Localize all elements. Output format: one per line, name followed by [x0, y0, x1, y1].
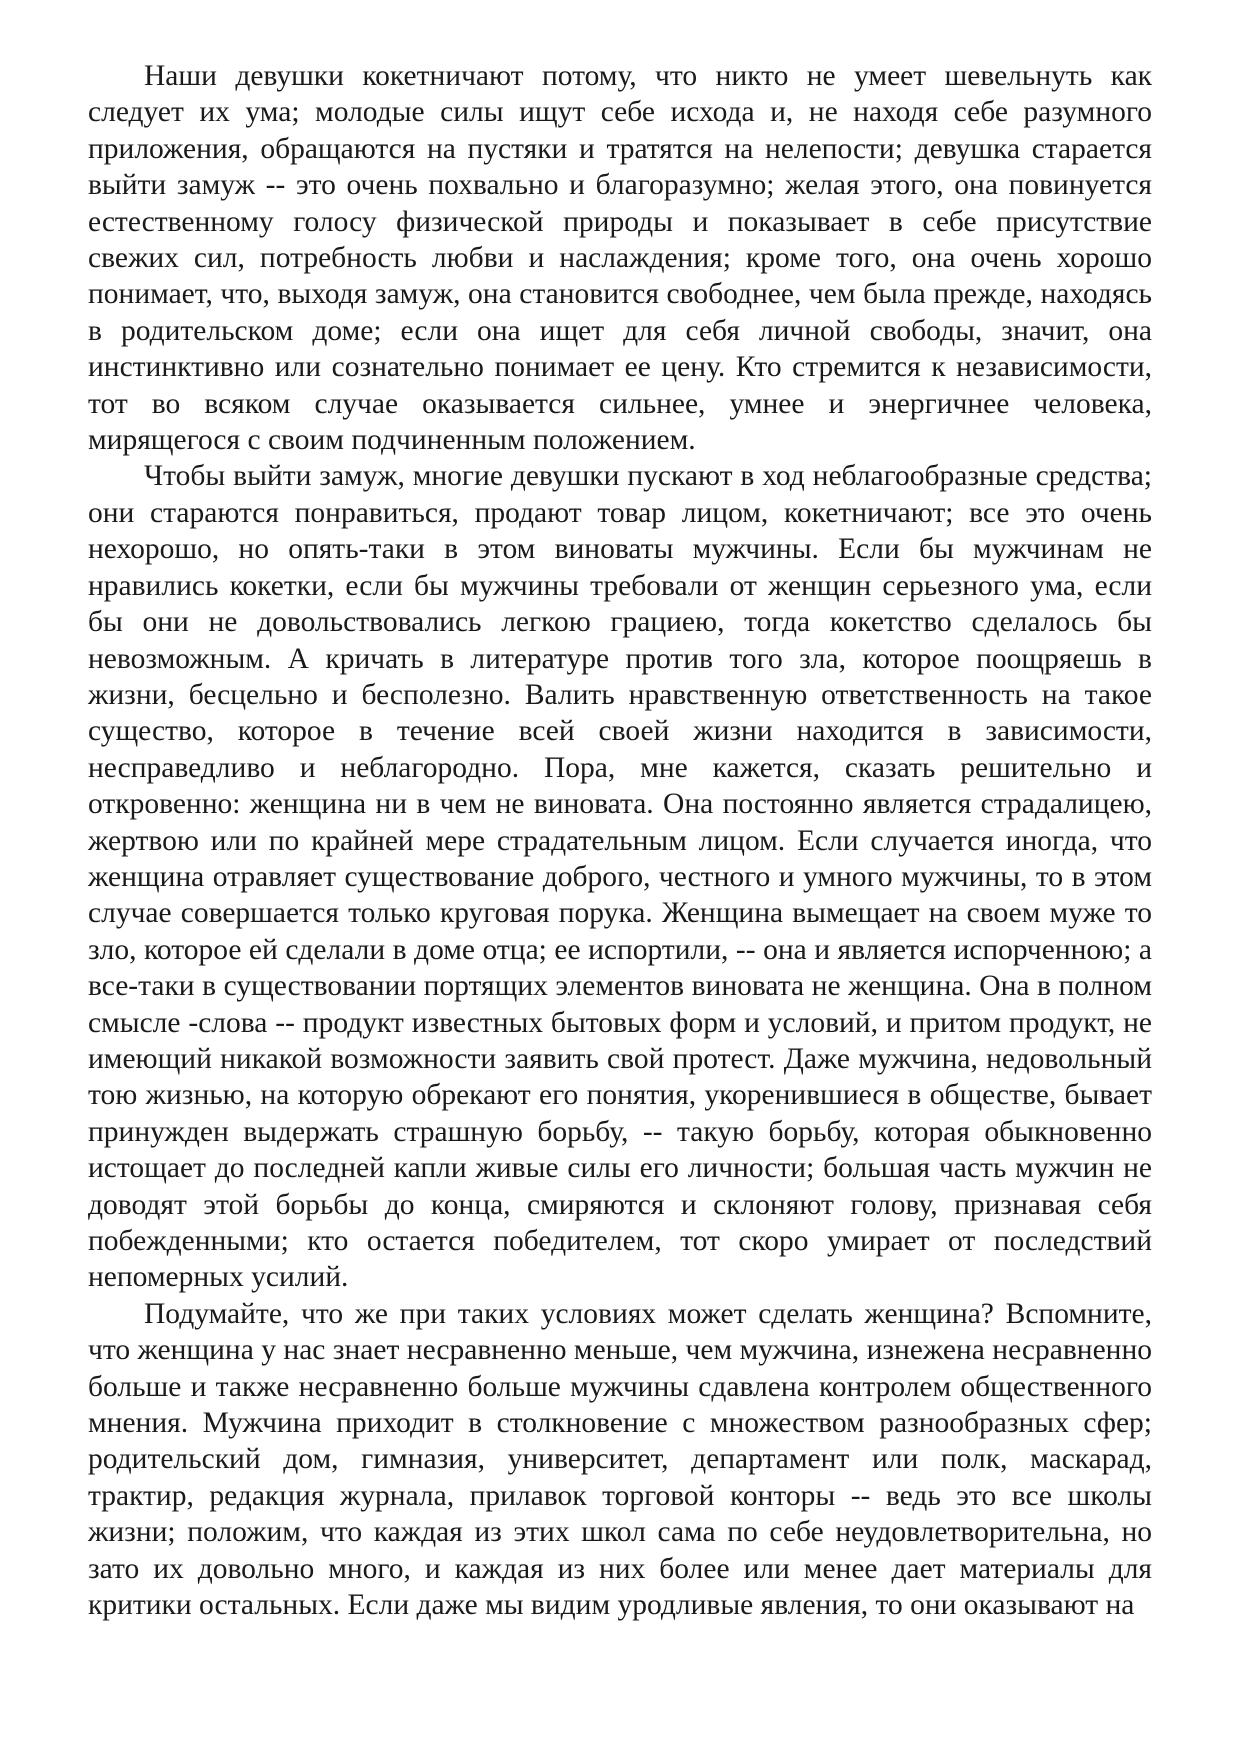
paragraph: Чтобы выйти замуж, многие девушки пускают в ход неблагообразные средства; они стараются понравиться, продают товар лицом, кокетничают; все это очень нехорошо, но опять-таки в этом виноваты мужчины. Если бы мужчинам не нравились кокетки, если бы мужчины требовали от женщин серьезного ума, если бы они не довольствовались легкою грациею, тогда кокетство сделалось бы невозможным. А кричать в литературе против того зла, которое поощряешь в жизни, бесцельно и бесполезно. Валить нравственную ответственность на такое существо, которое в течение всей своей жизни находится в зависимости, несправедливо и неблагородно. Пора, мне кажется, сказать решительно и откровенно: женщина ни в чем не виновата. Она постоянно является страдалицею, жертвою или по крайней мере страдательным лицом. Если случается иногда, что женщина отравляет существование доброго, честного и умного мужчины, то в этом случае совершается только круговая порука. Женщина вымещает на своем муже то зло, которое ей сделали в доме отца; ее испортили, -- она и является испорченною; а все-таки в существовании портящих элементов виновата не женщина. Она в полном смысле -слова -- продукт известных бытовых форм и условий, и притом продукт, не имеющий никакой возможности заявить свой протест. Даже мужчина, недовольный тою жизнью, на которую обрекают его понятия, укоренившиеся в обществе, бывает принужден выдержать страшную борьбу, -- такую борьбу, которая обыкновенно истощает до последней капли живые силы его личности; большая часть мужчин не доводят этой борьбы до конца, смиряются и склоняют голову, признавая себя побежденными; кто остается победителем, тот скоро умирает от последствий непомерных усилий. — [88, 460, 1152, 1294]
paragraph: Наши девушки кокетничают потому, что никто не умеет шевельнуть как следует их ума; молодые силы ищут себе исхода и, не находя себе разумного приложения, обращаются на пустяки и тратятся на нелепости; девушка старается выйти замуж -- это очень похвально и благоразумно; желая этого, она повинуется естественному голосу физической природы и показывает в себе присутствие свежих сил, потребность любви и наслаждения; кроме того, она очень хорошо понимает, что, выходя замуж, она становится свободнее, чем была прежде, находясь в родительском доме; если она ищет для себя личной свободы, значит, она инстинктивно или сознательно понимает ее цену. Кто стремится к независимости, тот во всяком случае оказывается сильнее, умнее и энергичнее человека, мирящегося с своим подчиненным положением. — [88, 60, 1152, 457]
document-page — [88, 58, 1152, 1623]
paragraph: Подумайте, что же при таких условиях может сделать женщина? Вспомните, что женщина у нас знает несравненно меньше, чем мужчина, изнежена несравненно больше и также несравненно больше мужчины сдавлена контролем общественного мнения. Мужчина приходит в столкновение с множеством разнообразных сфер; родительский дом, гимназия, университет, департамент или полк, маскарад, трактир, редакция журнала, прилавок торговой конторы -- ведь это все школы жизни; положим, что каждая из этих школ сама по себе неудовлетворительна, но зато их довольно много, и каждая из них более или менее дает материалы для критики остальных. Если даже мы видим уродливые явления, то они оказывают на — [88, 1297, 1152, 1622]
